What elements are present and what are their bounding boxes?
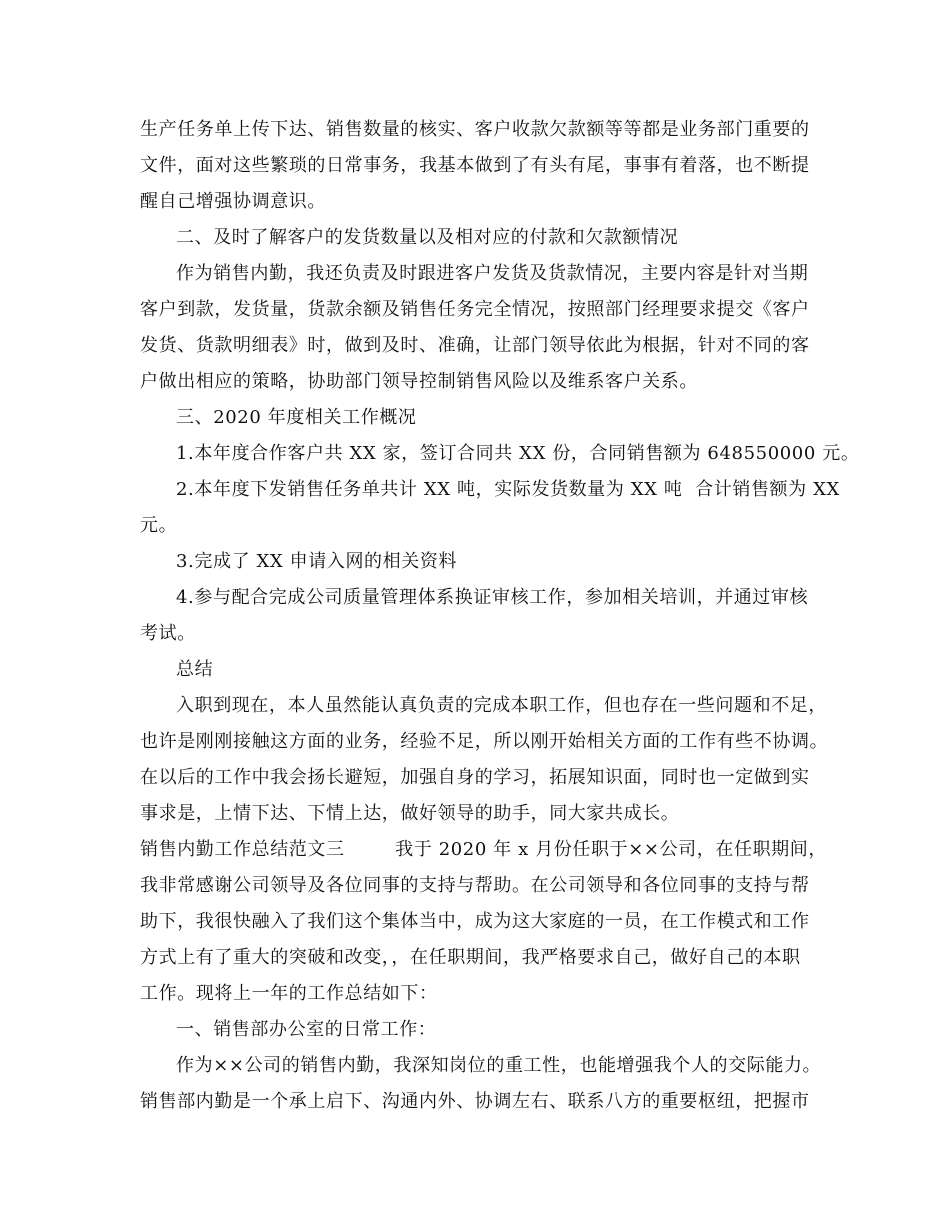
list-item: 3.完成了 XX 申请入网的相关资料 [176,551,458,572]
text-line: 也许是刚刚接触这方面的业务，经验不足，所以刚开始相关方面的工作有些不协调。 [140,731,829,752]
text-line: 事求是，上情下达、下情上达，做好领导的助手，同大家共成长。 [140,803,680,824]
text-line: 工作。现将上一年的工作总结如下： [140,983,438,1004]
text-line: 生产任务单上传下达、销售数量的核实、客户收款欠款额等等都是业务部门重要的 [140,119,810,140]
text-line: 在以后的工作中我会扬长避短，加强自身的学习，拓展知识面，同时也一定做到实 [140,767,810,788]
text-line: 醒自己增强协调意识。 [140,191,326,212]
section-heading: 三、2020 年度相关工作概况 [176,407,417,428]
list-item: 4.参与配合完成公司质量管理体系换证审核工作，参加相关培训，并通过审核 [176,587,809,608]
text-line: 方式上有了重大的突破和改变，，在任职期间，我严格要求自己，做好自己的本职 [140,947,801,968]
text-line: 元。 [140,515,178,536]
section-heading: 总结 [176,659,214,680]
text-line: 销售内勤工作总结范文三 我于 2020 年 x 月份任职于××公司，在任职期间， [140,839,827,860]
text-line: 入职到现在，本人虽然能认真负责的完成本职工作，但也存在一些问题和不足， [176,695,827,716]
text-line: 客户到款，发货量，货款余额及销售任务完全情况，按照部门经理要求提交《客户 [140,299,810,320]
text-line: 我非常感谢公司领导及各位同事的支持与帮助。在公司领导和各位同事的支持与帮 [140,875,810,896]
text-line: 户做出相应的策略，协助部门领导控制销售风险以及维系客户关系。 [140,371,698,392]
list-item: 1.本年度合作客户共 XX 家，签订合同共 XX 份，合同销售额为 648550000 元。 [176,443,860,464]
text-line: 作为销售内勤，我还负责及时跟进客户发货及货款情况，主要内容是针对当期 [176,263,809,284]
text-line: 助下，我很快融入了我们这个集体当中，成为这大家庭的一员，在工作模式和工作 [140,911,810,932]
text-line: 作为××公司的销售内勤，我深知岗位的重工性，也能增强我个人的交际能力。 [176,1055,822,1076]
text-line: 发货、货款明细表》时，做到及时、准确，让部门领导依此为根据，针对不同的客 [140,335,810,356]
text-line: 文件，面对这些繁琐的日常事务，我基本做到了有头有尾，事事有着落，也不断提 [140,155,810,176]
section-heading: 一、销售部办公室的日常工作： [176,1019,437,1040]
list-item: 2.本年度下发销售任务单共计 XX 吨，实际发货数量为 XX 吨 合计销售额为 XX [176,479,840,500]
text-line: 销售部内勤是一个承上启下、沟通内外、协调左右、联系八方的重要枢纽，把握市 [140,1091,810,1112]
text-line: 考试。 [140,623,196,644]
section-heading: 二、及时了解客户的发货数量以及相对应的付款和欠款额情况 [176,227,679,248]
